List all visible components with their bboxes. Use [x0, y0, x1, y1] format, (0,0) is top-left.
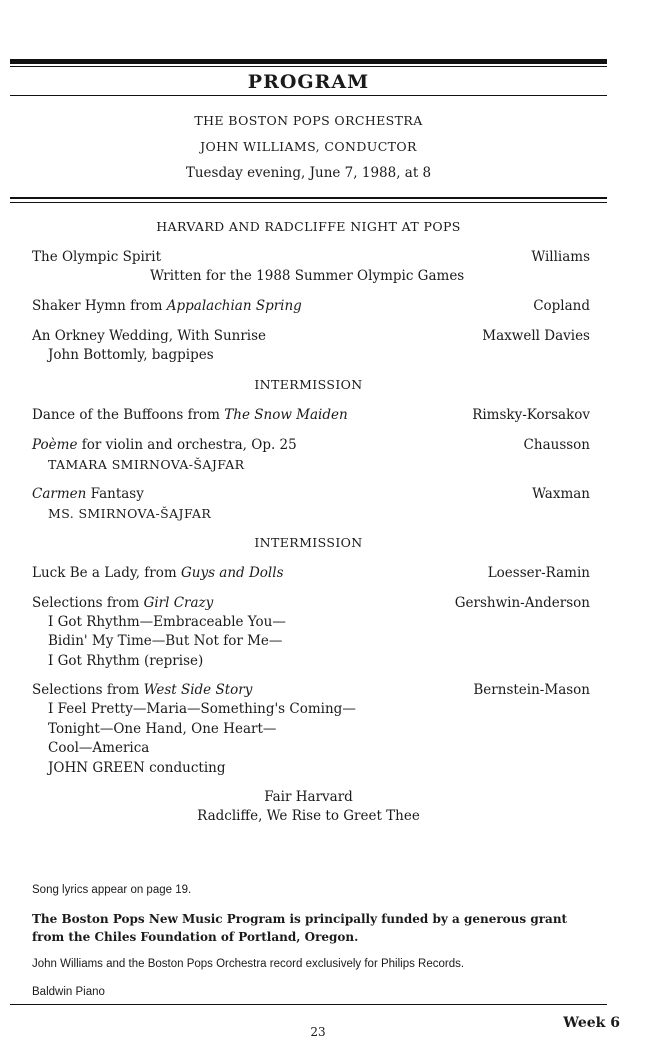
- page-title: PROGRAM: [247, 71, 370, 93]
- page-number: 23: [310, 1025, 326, 1039]
- double-rule-top: [10, 197, 607, 199]
- performer: John Bottomly, bagpipes: [48, 347, 214, 363]
- song-line: I Got Rhythm—Embraceable You—: [48, 614, 286, 630]
- work-title: Selections from West Side Story: [32, 682, 253, 698]
- work-title: Luck Be a Lady, from Guys and Dolls: [32, 565, 284, 581]
- double-rule-bottom: [10, 202, 607, 203]
- week-label: Week 6: [563, 1015, 620, 1031]
- intermission: INTERMISSION: [254, 535, 363, 550]
- composer: Copland: [533, 298, 590, 314]
- recording-note: John Williams and the Boston Pops Orchestra record exclusively for Philips Records.: [32, 958, 465, 970]
- guest-conductor: JOHN GREEN conducting: [48, 760, 226, 776]
- song-line: I Feel Pretty—Maria—Something's Coming—: [48, 701, 356, 717]
- intermission: INTERMISSION: [254, 377, 363, 392]
- composer: Chausson: [523, 437, 590, 453]
- work-title: Dance of the Buffoons from The Snow Maiden: [32, 407, 348, 423]
- composer: Loesser-Ramin: [487, 565, 590, 581]
- closing-song: Fair Harvard: [264, 789, 353, 805]
- work-title: Shaker Hymn from Appalachian Spring: [32, 298, 302, 314]
- work-title: Selections from Girl Crazy: [32, 595, 214, 611]
- song-line: Cool—America: [48, 740, 150, 756]
- work-note: Written for the 1988 Summer Olympic Games: [150, 268, 465, 284]
- work-title: Poème for violin and orchestra, Op. 25: [32, 437, 297, 453]
- night-title: HARVARD AND RADCLIFFE NIGHT AT POPS: [156, 219, 461, 234]
- footer-rule: [10, 1004, 607, 1005]
- concert-date: Tuesday evening, June 7, 1988, at 8: [185, 165, 432, 181]
- conductor-line: JOHN WILLIAMS, CONDUCTOR: [200, 139, 417, 154]
- work-title: An Orkney Wedding, With Sunrise: [32, 328, 267, 344]
- piano-note: Baldwin Piano: [32, 986, 105, 998]
- song-line: Tonight—One Hand, One Heart—: [48, 721, 277, 737]
- composer: Gershwin-Anderson: [454, 595, 590, 611]
- song-line: I Got Rhythm (reprise): [48, 653, 204, 669]
- composer: Maxwell Davies: [482, 328, 590, 344]
- work-title: Carmen Fantasy: [32, 486, 144, 502]
- performer: TAMARA SMIRNOVA-ŠAJFAR: [48, 457, 245, 472]
- orchestra-name: THE BOSTON POPS ORCHESTRA: [194, 113, 423, 128]
- top-thin-rule: [10, 66, 607, 67]
- composer: Bernstein-Mason: [473, 682, 590, 698]
- song-line: Bidin' My Time—But Not for Me—: [48, 633, 283, 649]
- composer: Waxman: [532, 486, 590, 502]
- funding-note: The Boston Pops New Music Program is principally funded by a generous grant from the Chiles Foundation of Portland, Oregon.: [32, 912, 568, 944]
- title-rule: [10, 95, 607, 96]
- work-title: The Olympic Spirit: [32, 249, 162, 265]
- top-thick-rule: [10, 59, 607, 64]
- composer: Williams: [531, 249, 590, 265]
- composer: Rimsky-Korsakov: [472, 407, 590, 423]
- closing-song: Radcliffe, We Rise to Greet Thee: [197, 808, 420, 824]
- performer: MS. SMIRNOVA-ŠAJFAR: [48, 506, 212, 521]
- lyrics-note: Song lyrics appear on page 19.: [32, 884, 192, 896]
